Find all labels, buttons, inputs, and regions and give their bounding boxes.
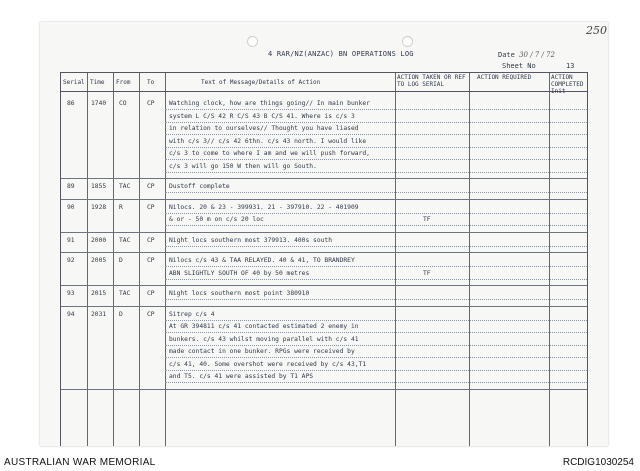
line-rule xyxy=(165,357,587,358)
header-to: To xyxy=(147,79,155,86)
line-rule xyxy=(165,192,587,193)
column-divider xyxy=(165,73,166,446)
entry-time: 2000 xyxy=(91,236,107,244)
line-rule xyxy=(165,122,587,123)
table-header xyxy=(61,73,587,95)
log-table xyxy=(60,72,588,446)
entry-to: CP xyxy=(147,183,155,190)
entry-from: CO xyxy=(119,100,127,107)
message-line: made contact in one bunker. RPGs were received by xyxy=(169,348,355,355)
column-divider xyxy=(549,73,550,446)
line-rule xyxy=(165,225,587,226)
message-line: and T5. c/s 41 were assisted by T1 APS xyxy=(169,373,314,380)
archive-name: AUSTRALIAN WAR MEMORIAL xyxy=(4,457,156,468)
entry-to: CP xyxy=(147,236,155,244)
entry-from: D xyxy=(119,257,123,264)
entry-serial: 90 xyxy=(67,203,75,211)
header-text: Text of Message/Details of Action xyxy=(201,79,321,86)
header-from: From xyxy=(116,79,131,86)
continues-indicator xyxy=(40,440,608,446)
line-rule xyxy=(165,134,587,135)
punch-hole xyxy=(402,36,413,47)
message-line: Sitrep c/s 4 xyxy=(169,310,215,318)
entry-from: TAC xyxy=(119,183,131,190)
message-line: Nilocs c/s 43 & TAA RELAYED. 40 & 41, TO BRANDREY xyxy=(169,257,355,264)
entry-time: 1740 xyxy=(91,100,107,107)
line-rule xyxy=(165,159,587,160)
entry-to: CP xyxy=(147,203,155,211)
line-rule xyxy=(165,382,587,383)
line-rule xyxy=(165,109,587,110)
log-sheet xyxy=(40,22,608,446)
entry-to: CP xyxy=(147,100,155,107)
header-serial: Serial xyxy=(63,79,85,86)
entry-separator xyxy=(61,178,587,179)
column-divider xyxy=(395,73,396,446)
entry-serial: 93 xyxy=(67,290,75,297)
archive-reference: RCDIG1030254 xyxy=(562,457,634,468)
entry-action-taken: TF xyxy=(423,216,431,223)
header-action-required: ACTION REQUIRED xyxy=(477,74,532,81)
line-rule xyxy=(165,320,587,321)
header-action-completed: ACTION COMPLETED Init xyxy=(551,74,584,95)
entry-serial: 86 xyxy=(67,100,75,107)
date-label: Date xyxy=(498,51,515,59)
entry-serial: 94 xyxy=(67,310,75,318)
message-line: with c/s 3// c/s 42 6thn. c/s 43 north. I would like xyxy=(169,137,367,145)
message-line: Night locs southern most 379913. 400s south xyxy=(169,236,333,244)
entry-from: TAC xyxy=(119,236,131,244)
message-line: ABN SLIGHTLY SOUTH OF 40 by 50 metres xyxy=(169,269,310,277)
date-field xyxy=(498,51,555,59)
line-rule xyxy=(165,246,587,247)
entry-separator xyxy=(61,285,587,286)
message-line: At GR 394811 c/s 41 contacted estimated 2 enemy in xyxy=(169,323,359,330)
sheet-number-field xyxy=(502,62,574,70)
header-time: Time xyxy=(90,79,105,86)
column-divider xyxy=(113,73,114,446)
line-rule xyxy=(165,332,587,333)
entry-separator xyxy=(61,306,587,307)
line-rule xyxy=(165,279,587,280)
line-rule xyxy=(165,266,587,267)
entry-serial: 92 xyxy=(67,257,75,264)
entry-time: 2015 xyxy=(91,290,107,297)
line-rule xyxy=(165,172,587,173)
column-divider xyxy=(87,73,88,446)
entry-to: CP xyxy=(147,310,155,318)
entry-time: 2005 xyxy=(91,257,107,264)
message-line: c/s 41, 40. Some overshot were received by c/s 43,T1 xyxy=(169,360,367,368)
column-divider xyxy=(469,73,470,446)
message-line: bunkers. c/s 43 whilst moving parallel with c/s 41 xyxy=(169,335,359,343)
entry-time: 1928 xyxy=(91,203,107,211)
date-value: 30 / 7 / 72 xyxy=(519,51,555,59)
message-line: & or - 50 m on c/s 20 loc xyxy=(169,216,264,223)
message-line: Dustoff complete xyxy=(169,183,230,190)
message-line: c/s 3 to come to where I am and we will push forward, xyxy=(169,150,370,157)
entry-serial: 89 xyxy=(67,183,75,190)
entry-to: CP xyxy=(147,257,155,264)
message-line: Night locs southern most point 380910 xyxy=(169,290,310,297)
entry-action-taken: TF xyxy=(423,269,431,277)
log-title: 4 RAR/NZ(ANZAC) BN OPERATIONS LOG xyxy=(268,50,414,58)
entry-from: R xyxy=(119,203,123,211)
punch-hole xyxy=(247,36,258,47)
column-divider xyxy=(139,73,140,446)
message-line: system L C/S 42 R C/S 43 B C/S 41. Where is c/s 3 xyxy=(169,112,355,120)
entry-separator xyxy=(61,199,587,200)
line-rule xyxy=(165,370,587,371)
message-line: in relation to ourselves// Thought you have liased xyxy=(169,125,359,132)
message-line: Watching clock, how are things going// In main bunker xyxy=(169,100,370,107)
line-rule xyxy=(165,345,587,346)
line-rule xyxy=(165,213,587,214)
entry-serial: 91 xyxy=(67,236,75,244)
sheet-label: Sheet No xyxy=(502,62,536,70)
entry-separator xyxy=(61,252,587,253)
line-rule xyxy=(165,147,587,148)
archive-footer xyxy=(0,455,640,471)
entry-from: TAC xyxy=(119,290,131,297)
message-line: c/s 3 will go 150 W then will go South. xyxy=(169,162,317,170)
entry-separator xyxy=(61,232,587,233)
page-number: 250 xyxy=(586,24,607,37)
message-line: Nilocs. 20 & 23 - 399931. 21 - 397910. 22 - 401909 xyxy=(169,203,359,211)
line-rule xyxy=(165,299,587,300)
sheet-value: 13 xyxy=(565,62,575,70)
entry-time: 1855 xyxy=(91,183,107,190)
entry-from: D xyxy=(119,310,123,318)
header-action-taken: ACTION TAKEN OR REF TO LOG SERIAL xyxy=(397,74,466,88)
entry-separator xyxy=(61,389,587,390)
entry-time: 2031 xyxy=(91,310,107,318)
entry-to: CP xyxy=(147,290,155,297)
